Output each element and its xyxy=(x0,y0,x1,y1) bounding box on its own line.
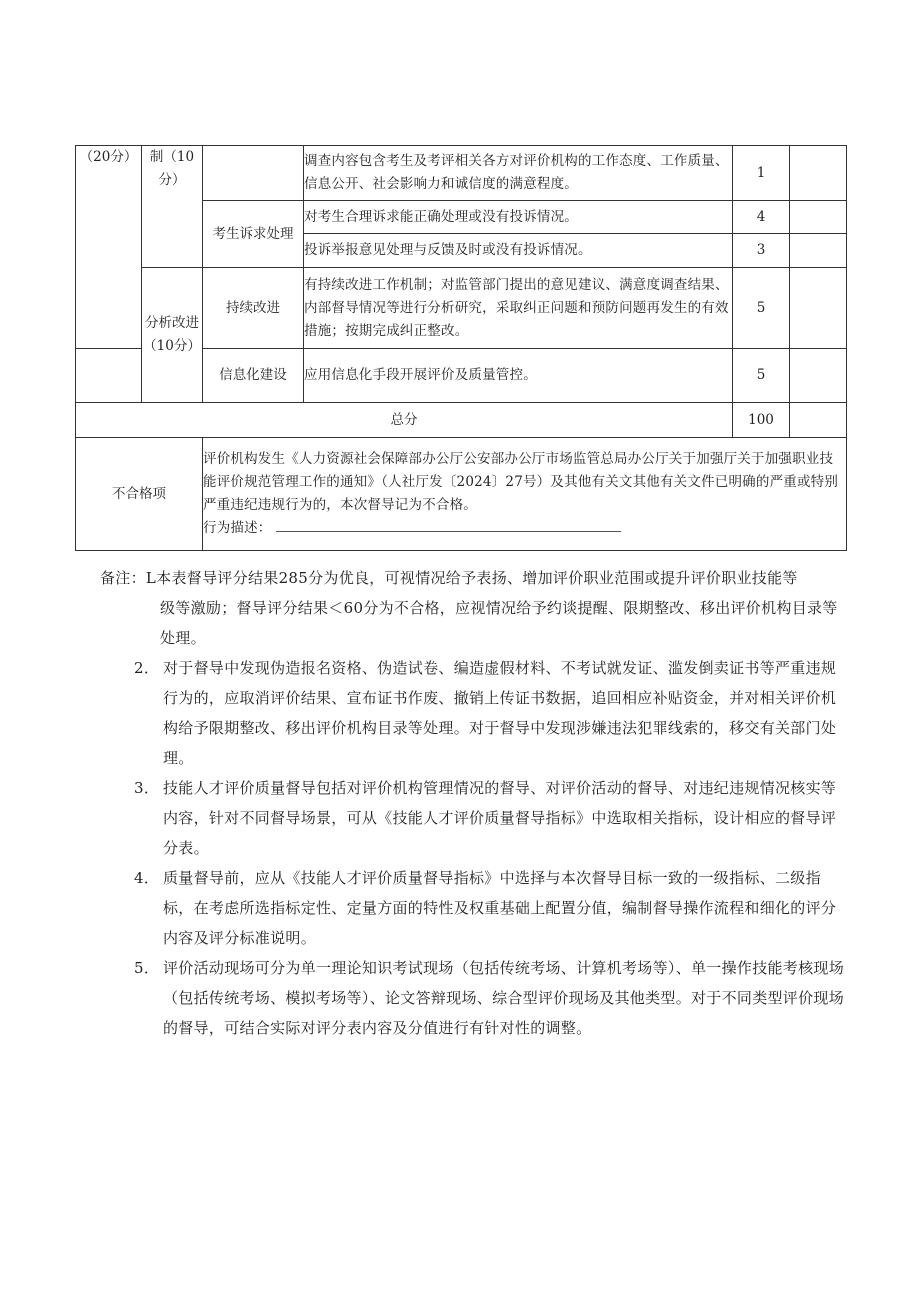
fail-content-cell xyxy=(203,438,847,551)
remark-2-number: 2． xyxy=(134,659,160,677)
info-result xyxy=(790,349,847,403)
info-label: 信息化建设 xyxy=(203,349,304,403)
appeal-label: 考生诉求处理 xyxy=(203,201,304,268)
continuous-content: 有持续改进工作机制；对监管部门提出的意见建议、满意度调查结果、内部督导情况等进行分析研究，采取纠正问题和预防问题再发生的有效措施；按期完成纠正整改。 xyxy=(304,268,733,349)
info-score: 5 xyxy=(733,349,790,403)
total-score: 100 xyxy=(733,403,790,438)
continuous-label: 持续改进 xyxy=(203,268,304,349)
remark-4-number: 4． xyxy=(134,869,160,887)
satisfaction-result xyxy=(790,146,847,201)
remarks xyxy=(100,563,848,1043)
evaluation-table xyxy=(75,145,847,551)
remark-4 xyxy=(103,863,848,953)
remark-2 xyxy=(103,653,848,773)
remark-5-number: 5． xyxy=(134,959,160,977)
remark-2-text: 对于督导中发现伪造报名资格、伪造试卷、编造虚假材料、不考试就发证、滥发倒卖证书等严重违规行为的，应取消评价结果、宣布证书作废、撤销上传证书数据，追回相应补贴资金，并对相关评价机构给予限期整改、移出评价机构目录等处理。对于督导中发现涉嫌违法犯罪线索的，移交有关部门处理。 xyxy=(163,659,837,767)
appeal-content-b: 投诉举报意见处理与反馈及时或没有投诉情况。 xyxy=(304,234,733,268)
remark-3 xyxy=(103,773,848,863)
third-level-empty xyxy=(203,146,304,201)
behavior-description-label: 行为描述： xyxy=(203,520,272,536)
appeal-result-a xyxy=(790,201,847,234)
second-level-category: 制（10分） xyxy=(142,146,203,268)
behavior-description-blank xyxy=(276,517,621,532)
first-level-empty xyxy=(76,349,142,403)
appeal-result-b xyxy=(790,234,847,268)
info-content: 应用信息化手段开展评价及质量管控。 xyxy=(304,349,733,403)
remark-1-text-a: L本表督导评分结果285分为优良，可视情况给予表扬、增加评价职业范围或提升评价职业技能等 xyxy=(145,569,798,587)
first-level-category: （20分） xyxy=(76,146,142,349)
behavior-description xyxy=(203,517,846,540)
total-label: 总分 xyxy=(76,403,733,438)
remark-5-text: 评价活动现场可分为单一理论知识考试现场（包括传统考场、计算机考场等）、单一操作技能考核现场（包括传统考场、模拟考场等）、论文答辩现场、综合型评价现场及其他类型。对于不同类型评价现场的督导，可结合实际对评分表内容及分值进行有针对性的调整。 xyxy=(163,959,845,1037)
remark-4-text: 质量督导前，应从《技能人才评价质量督导指标》中选择与本次督导目标一致的一级指标、二级指标，在考虑所选指标定性、定量方面的特性及权重基础上配置分值，编制督导操作流程和细化的评分内容及评分标准说明。 xyxy=(163,869,837,947)
appeal-score-b: 3 xyxy=(733,234,790,268)
continuous-result xyxy=(790,268,847,349)
remark-3-number: 3． xyxy=(134,779,160,797)
continuous-score: 5 xyxy=(733,268,790,349)
remark-1-text-b: 级等激励；督导评分结果＜60分为不合格，应视情况给予约谈提醒、限期整改、移出评价机构目录等处理。 xyxy=(160,599,838,647)
appeal-content-a: 对考生合理诉求能正确处理或没有投诉情况。 xyxy=(304,201,733,234)
total-result xyxy=(790,403,847,438)
remarks-prefix: 备注： xyxy=(100,569,146,587)
improve-group-label: 分析改进（10分） xyxy=(142,268,203,403)
remark-5 xyxy=(103,953,848,1043)
appeal-score-a: 4 xyxy=(733,201,790,234)
remark-3-text: 技能人才评价质量督导包括对评价机构管理情况的督导、对评价活动的督导、对违纪违规情况核实等内容，针对不同督导场景，可从《技能人才评价质量督导指标》中选取相关指标，设计相应的督导评分表。 xyxy=(163,779,837,857)
satisfaction-score: 1 xyxy=(733,146,790,201)
satisfaction-content: 调查内容包含考生及考评相关各方对评价机构的工作态度、工作质量、信息公开、社会影响力和诚信度的满意程度。 xyxy=(304,146,733,201)
fail-content: 评价机构发生《人力资源社会保障部办公厅公安部办公厅市场监管总局办公厅关于加强厅关于加强职业技能评价规范管理工作的通知》（人社厅发〔2024〕27号）及其他有关文其他有关文件已明确的严重或特别严重违纪违规行为的，本次督导记为不合格。 xyxy=(203,451,839,513)
remark-1 xyxy=(100,563,848,653)
fail-label: 不合格项 xyxy=(76,438,203,551)
